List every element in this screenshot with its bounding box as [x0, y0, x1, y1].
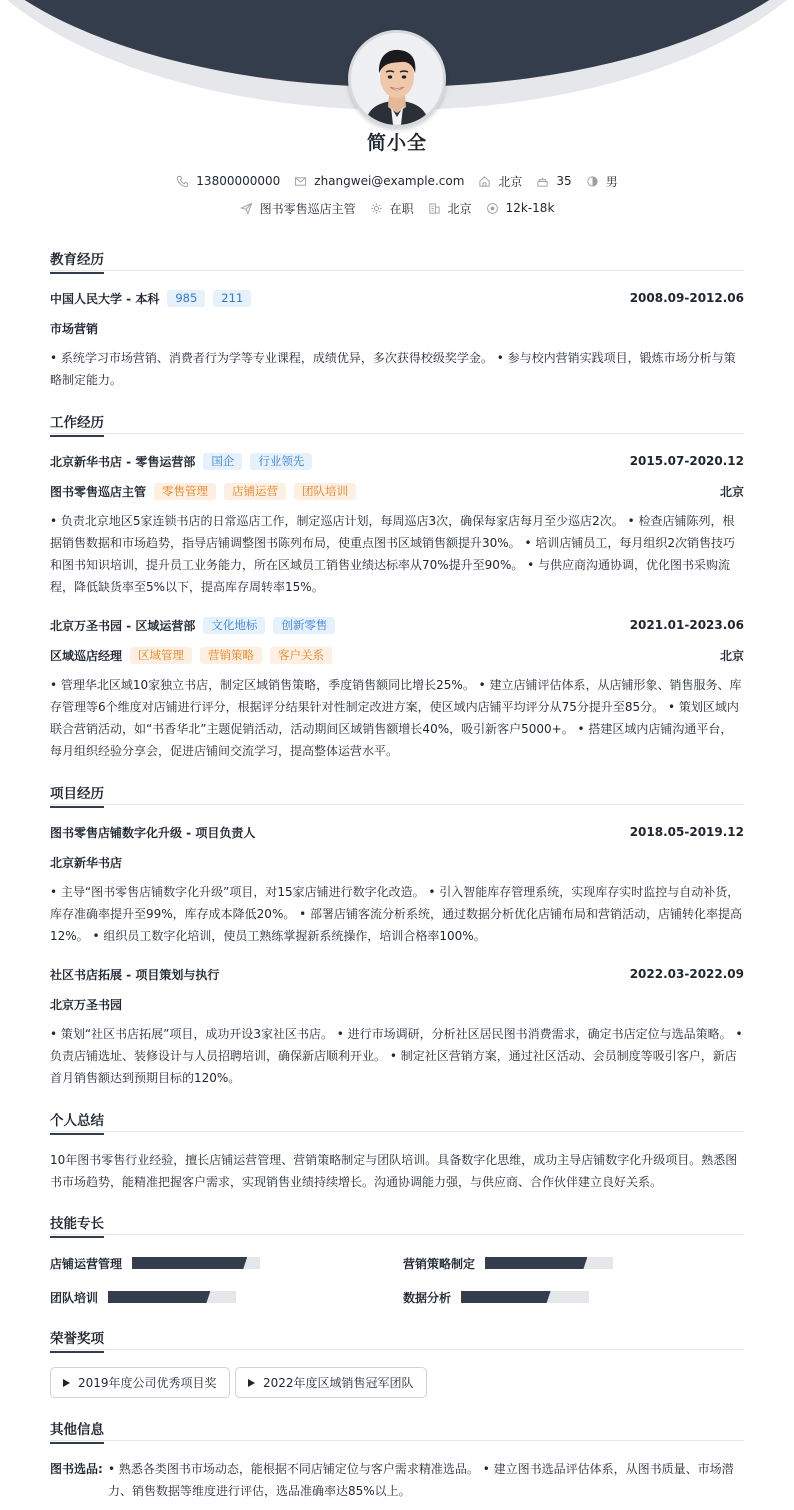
work-position: 图书零售巡店主管 [50, 484, 147, 499]
skill-item [50, 1256, 260, 1270]
project-period: 2022.03-2022.09 [629, 967, 744, 981]
school-tag: 211 [213, 290, 251, 307]
project-org: 北京新华书店 [50, 855, 123, 870]
salary-icon [486, 202, 499, 215]
section-projects-title: 项目经历 [50, 783, 744, 805]
job-intent-row [0, 199, 794, 217]
award-text: 2019年度公司优秀项目奖 [78, 1376, 217, 1390]
salary-text: 12k-18k [505, 201, 555, 215]
age-icon [536, 175, 549, 188]
skill-bar [461, 1291, 589, 1303]
summary-text: 10年图书零售行业经验，擅长店铺运营管理、营销策略制定与团队培训。具备数字化思维，成功主导店铺数字化升级项目。熟悉图书市场趋势，能精准把握客户需求，实现销售业绩持续增长。沟通协调能力强，与供应商、合作伙伴建立良好关系。 [50, 1153, 738, 1189]
skill-bar [132, 1257, 260, 1269]
award-item [235, 1367, 427, 1398]
company-tag: 创新零售 [273, 617, 335, 634]
phone-item [176, 172, 280, 190]
skill-bar-fill [485, 1257, 587, 1269]
work-position-row [50, 482, 744, 500]
skill-tag: 团队培训 [294, 483, 356, 500]
salary-item [486, 199, 555, 217]
city-text: 北京 [498, 174, 523, 189]
work-period: 2021.01-2023.06 [629, 618, 744, 632]
project-title: 社区书店拓展 - 项目策划与执行 [50, 967, 220, 982]
target-position-text: 图书零售巡店主管 [259, 201, 356, 216]
city-item [478, 172, 522, 190]
section-education-title: 教育经历 [50, 249, 744, 271]
skill-tag: 店铺运营 [224, 483, 286, 500]
email-text: zhangwei@example.com [314, 174, 465, 188]
education-major-row [50, 319, 744, 337]
work-company: 北京新华书店 - 零售运营部 [50, 454, 196, 469]
other-text: • 熟悉各类图书市场动态，能根据不同店铺定位与客户需求精准选品。 • 建立图书选品评估体系，从图书质量、市场潜力、销售数据等维度进行评估，选品准确率达85%以上。 [108, 1462, 734, 1498]
phone-text: 13800000000 [196, 174, 281, 188]
skill-item [403, 1290, 589, 1304]
school-tag: 985 [167, 290, 205, 307]
project-period: 2018.05-2019.12 [629, 825, 744, 839]
project-org-row [50, 853, 744, 871]
age-item [536, 172, 571, 190]
company-tag: 行业领先 [250, 453, 312, 470]
work-description: • 管理华北区域10家独立书店，制定区域销售策略，季度销售额同比增长25%。 • 建立店铺评估体系，从店铺形象、销售服务、库存管理等6个维度对店铺进行评分，根据评分结果针对性制定改进方案，使区域内店铺平均评分从75分提升至85分。 • 策划区域内联合营销活动，如“书香华北”主题促销活动，活动期间区域销售额增长40%，吸引新客户5000+。 • 搭建区域内店铺沟通平台，每月组织经验分享会，促进店铺间交流学习，提高整体运营水平。 [50, 678, 742, 758]
section-awards-title: 荣誉奖项 [50, 1328, 744, 1350]
target-position-item [240, 199, 356, 217]
skill-item [403, 1256, 613, 1270]
project-header [50, 823, 744, 841]
skill-item [50, 1290, 236, 1304]
send-icon [240, 202, 253, 215]
triangle-icon [248, 1379, 255, 1387]
education-description: • 系统学习市场营销、消费者行为学等专业课程，成绩优异，多次获得校级奖学金。 • 参与校内营销实践项目，锻炼市场分析与策略制定能力。 [50, 351, 736, 387]
work-period: 2015.07-2020.12 [629, 454, 744, 468]
section-work-title: 工作经历 [50, 412, 744, 434]
skill-bar-fill [108, 1291, 210, 1303]
section-summary-title: 个人总结 [50, 1110, 744, 1132]
project-header [50, 965, 744, 983]
work-description: • 负责北京地区5家连锁书店的日常巡店工作，制定巡店计划，每周巡店3次，确保每家店每月至少巡店2次。 • 检查店铺陈列，根据销售数据和市场趋势，指导店铺调整图书陈列布局，使重点图书区域销售额提升30%。 • 培训店铺员工，每月组织2次销售技巧和图书知识培训，提升员工业务能力，所在区域员工销售业绩达标率从70%提升至90%。 • 与供应商沟通协调，优化图书采购流程，降低缺货率至5%以下，提高库存周转率15%。 [50, 514, 736, 594]
skill-name: 团队培训 [50, 1290, 99, 1305]
status-text: 在职 [389, 201, 414, 216]
project-org-row [50, 995, 744, 1013]
project-description: • 主导“图书零售店铺数字化升级”项目，对15家店铺进行数字化改造。 • 引入智能库存管理系统，实现库存实时监控与自动补货，库存准确率提升至99%，库存成本降低20%。 • 部署店铺客流分析系统，通过数据分析优化店铺布局和营销活动，店铺转化率提高12%。 • 组织员工数字化培训，使员工熟练掌握新系统操作，培训合格率100%。 [50, 885, 743, 943]
skill-tag: 区域管理 [130, 647, 192, 664]
work-location: 北京 [719, 648, 744, 663]
home-icon [478, 175, 491, 188]
skill-bar [485, 1257, 613, 1269]
status-icon [370, 202, 383, 215]
work-company: 北京万圣书园 - 区域运营部 [50, 618, 196, 633]
skill-tag: 客户关系 [270, 647, 332, 664]
work-position: 区域巡店经理 [50, 648, 123, 663]
project-description: • 策划“社区书店拓展”项目，成功开设3家社区书店。 • 进行市场调研，分析社区居民图书消费需求，确定书店定位与选品策略。 • 负责店铺选址、装修设计与人员招聘培训，确保新店顺利开业。 • 制定社区营销方案，通过社区活动、会员制度等吸引客户，新店首月销售额达到预期目标的120%。 [50, 1027, 743, 1085]
skill-tag: 零售管理 [154, 483, 216, 500]
project-org: 北京万圣书园 [50, 997, 123, 1012]
work-position-row [50, 646, 744, 664]
education-period: 2008.09-2012.06 [629, 291, 744, 305]
building-icon [428, 202, 441, 215]
project-title: 图书零售店铺数字化升级 - 项目负责人 [50, 825, 256, 840]
section-other-title: 其他信息 [50, 1419, 744, 1441]
skill-bar [108, 1291, 236, 1303]
skill-name: 营销策略制定 [403, 1256, 476, 1271]
gender-text: 男 [605, 174, 618, 189]
skill-name: 数据分析 [403, 1290, 452, 1305]
contact-row [0, 172, 794, 190]
skill-name: 店铺运营管理 [50, 1256, 123, 1271]
avatar [348, 30, 446, 128]
triangle-icon [63, 1379, 70, 1387]
company-tag: 国企 [203, 453, 242, 470]
skill-bar-fill [132, 1257, 247, 1269]
other-label: 图书选品: [50, 1462, 103, 1476]
gender-item [586, 172, 618, 190]
status-item [370, 199, 414, 217]
work-location: 北京 [719, 484, 744, 499]
company-tag: 文化地标 [203, 617, 265, 634]
work-header [50, 452, 744, 470]
email-item [294, 172, 464, 190]
skill-tag: 营销策略 [200, 647, 262, 664]
skill-bar-fill [461, 1291, 551, 1303]
education-header [50, 289, 744, 307]
school-degree: 中国人民大学 - 本科 [50, 291, 160, 306]
candidate-name: 简小全 [366, 132, 427, 154]
mail-icon [294, 175, 307, 188]
award-text: 2022年度区域销售冠军团队 [263, 1376, 414, 1390]
gender-icon [586, 175, 599, 188]
work-header [50, 616, 744, 634]
target-city-text: 北京 [447, 201, 472, 216]
target-city-item [428, 199, 472, 217]
age-text: 35 [556, 174, 572, 188]
education-major: 市场营销 [50, 321, 99, 336]
phone-icon [176, 175, 189, 188]
award-item [50, 1367, 230, 1398]
section-skills-title: 技能专长 [50, 1213, 744, 1235]
